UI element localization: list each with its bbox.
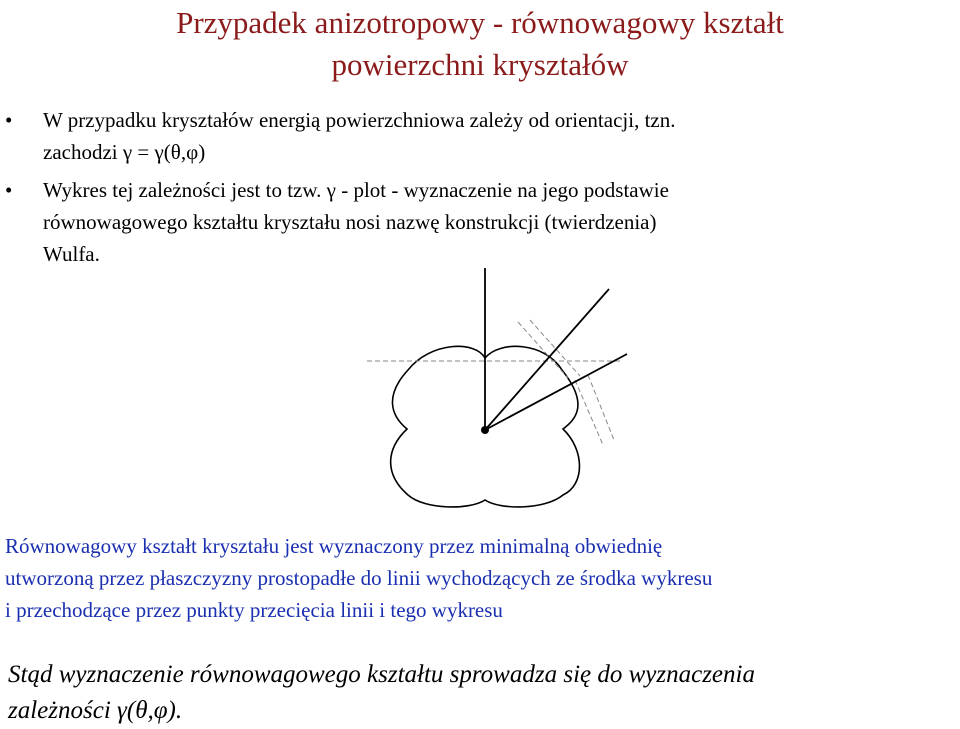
bullet-2-line-2: równowagowego kształtu kryształu nosi nazwę konstrukcji (twierdzenia) [43, 210, 657, 234]
conclusion-text [8, 657, 958, 729]
bullet-2-line-1: Wykres tej zależności jest to tzw. γ - plot - wyznaczenie na jego podstawie [43, 178, 669, 202]
dashed-plane-diagonal-3 [575, 380, 603, 445]
radial-line-diagonal [485, 289, 609, 430]
description-line-3: i przechodzące przez punkty przecięcia linii i tego wykresu [5, 598, 503, 622]
radial-line-shallow [485, 354, 627, 430]
description-line-2: utworzoną przez płaszczyzny prostopadłe do linii wychodzących ze środka wykresu [5, 566, 713, 590]
center-point [481, 426, 489, 434]
description-line-1: Równowagowy kształt kryształu jest wyznaczony przez minimalną obwiednię [5, 534, 663, 558]
bullet-2-line-3: Wulfa. [43, 242, 100, 266]
conclusion-line-1: Stąd wyznaczenie równowagowego kształtu sprowadza się do wyznaczenia [8, 661, 755, 688]
title-line-2: powierzchni kryształów [331, 47, 629, 82]
bullet-marker: • [5, 108, 13, 132]
bullet-1-line-1: W przypadku kryształów energią powierzchniowa zależy od orientacji, tzn. [43, 108, 676, 132]
bullet-1-line-2: zachodzi γ = γ(θ,φ) [43, 140, 206, 164]
construction-description [5, 530, 960, 626]
dashed-plane-diagonal-4 [588, 375, 614, 440]
dashed-plane-diagonal-2 [530, 320, 580, 376]
title-line-1: Przypadek anizotropowy - równowagowy kształt [176, 5, 784, 40]
bullet-marker: • [5, 178, 13, 202]
dashed-plane-diagonal-1 [518, 322, 568, 378]
conclusion-line-2: zależności γ(θ,φ). [8, 697, 183, 724]
